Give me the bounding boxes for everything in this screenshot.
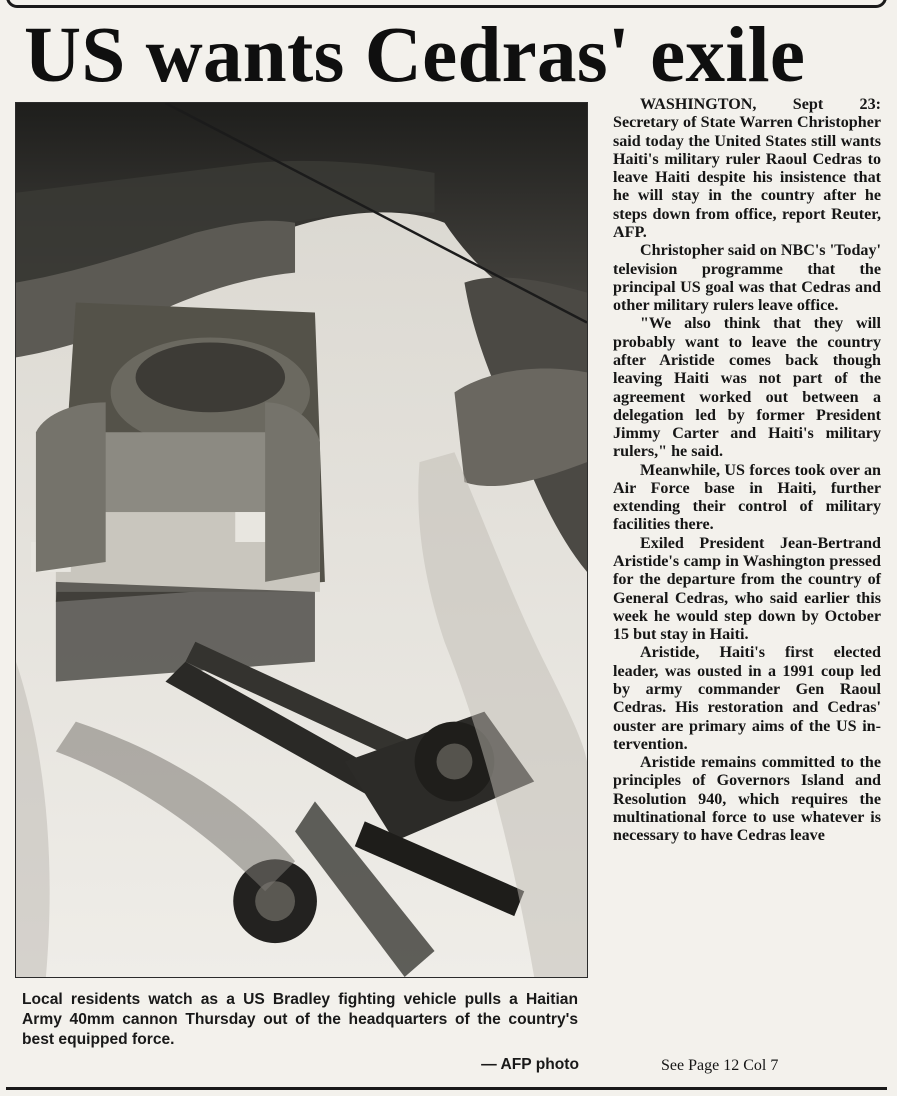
article-paragraph: Aristide, Haiti's first elected leader, was ousted in a 1991 coup led by army commander Gen Raoul Cedras. His restoration and Cedras' ouster are primary aims of the US intervention. [613,644,881,753]
continuation-line: See Page 12 Col 7 [661,1057,779,1074]
photo-icon [16,103,587,977]
photo-credit: — AFP photo [481,1056,579,1073]
article-paragraph: Exiled President Jean-Bertrand Aristide's camp in Washington pressed for the departure from the country of General Cedras, who said earlier this week he would step down by October 15 but stay in Haiti. [613,534,881,644]
article-paragraph: Aristide remains committed to the principles of Governors Island and Resolution 940, which requires the multinational force to use whatever is necessary to have Cedras leave [613,754,881,845]
article-paragraph: Meanwhile, US forces took over an Air Force base in Haiti, further extending their control of military facilities there. [613,461,881,534]
photo-caption: Local residents watch as a US Bradley fighting vehicle pulls a Haitian Army 40mm cannon Thursday out of the headquarters of the country's best equipped force. [22,991,578,1048]
article-paragraph: WASHINGTON, Sept 23: Secretary of State Warren Christopher said today the United States still wants Haiti's military ruler Raoul Cedras to leave Haiti despite his insistence that he will stay in the country after he steps down from office, report Reuter, AFP. [613,96,881,241]
bottom-divider [6,1087,887,1090]
article-paragraph: Christopher said on NBC's 'Today' television programme that the principal US goal was that Cedras and other military rulers leave office. [613,242,881,315]
headline: US wants Cedras' exile [24,12,806,99]
news-photo [15,102,588,978]
top-border-frame [6,0,887,8]
article-body [613,96,881,846]
article-paragraph: "We also think that they will probably want to leave the country after Aristide comes back though leaving Haiti was not part of the agreement worked out between a delegation led by former President Jimmy Carter and Haiti's military rulers," he said. [613,315,881,461]
